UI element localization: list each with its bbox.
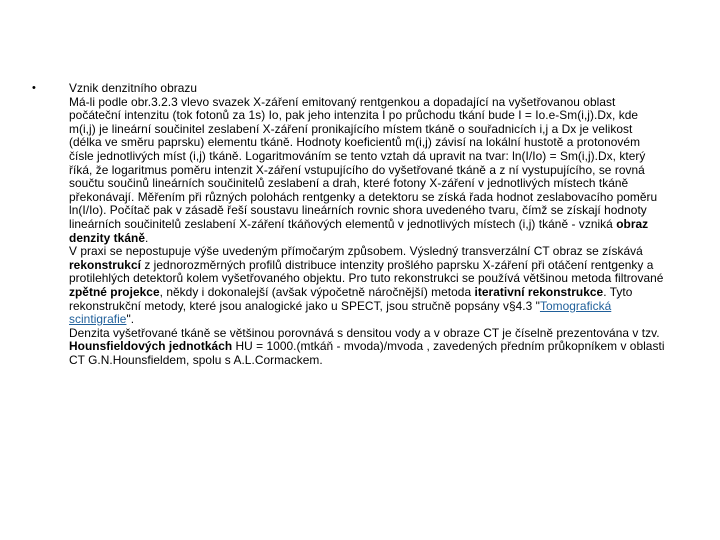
bold-term-zpetne-projekce: zpětné projekce [69, 284, 160, 299]
text-run: , někdy i dokonalejší (avšak výpočetně náročnější) metoda [159, 284, 475, 299]
text-run: . Tyto rekonstrukční metody, které jsou analogické jako u SPECT, jsou stručně popsány v§4.3 " [69, 284, 633, 313]
text-run: V praxi se nepostupuje výše uvedeným přímočarým způsobem. Výsledný transverzální CT obraz se získává [69, 244, 643, 259]
heading: Vznik denzitního obrazu [69, 81, 198, 95]
text-run: Má-li podle obr.3.2.3 vlevo svazek X-záření emitovaný rentgenkou a dopadající na vyšetřovanou oblast počáteční intenzitu (tok fotonů za 1s) Io, pak jeho intenzita I po průchodu tkání bude I = Io.e-Sm(i,j).Dx, kde m(i,j) je lineární součinitel zeslabení X-záření pronikajícího místem tkáně o souřadnicích i,j a Dx je velikost (délka ve směru paprsku) elementu tkáně. Hodnoty koeficientů m(i,j) závisí na lokální hustotě a protonovém čísle jednotlivých míst (i,j) tkáně. Logaritmováním se tento vztah dá upravit na tvar: ln(I/Io) = Sm(i,j).Dx, který říká, že logaritmus poměru intenzit X-záření vstupujícího do vyšetřované tkáně a z ní vystupujícího, se rovná součtu součinů lineárních součinitelů zeslabení a drah, které fotony X-záření v jednotlivých místech tkáně překonávají. Měřením při různých polohách rentgenky a detektoru se získá řada hodnot zeslabovacího poměru ln(I/Io). Počítač pak v zásadě řeší soustavu lineárních rovnic shora uvedeného tvaru, čímž se získají hodnoty lineárních součinitelů zeslabení X-záření tkáňových elementů v jednotlivých místech (i,j) tkáně - vzniká [69, 94, 658, 231]
bold-term-iterativni-rekonstrukce: iterativní rekonstrukce [474, 284, 604, 299]
text-run: . [144, 230, 149, 245]
paragraph-denzita [69, 96, 665, 246]
bullet-marker: • [32, 82, 36, 94]
bold-term-hounsfieldovych-jednotkach: Hounsfieldových jednotkách [69, 339, 233, 354]
bold-term-rekonstrukci: rekonstrukcí [69, 257, 141, 272]
text-run: HU = 1000.(mtkáň - mvoda)/mvoda , zavedených předním průkopníkem v oblasti CT G.N.Hounsfieldem, spolu s A.L.Cormackem. [69, 339, 665, 367]
text-run: Denzita vyšetřované tkáně se většinou porovnává s densitou vody a v obraze CT je číselně prezentována v tzv. [69, 325, 660, 340]
text-run: z jednorozměrných profilů distribuce intenzity prošlého paprsku X-záření při otáčení rentgenky a protilehlých detektorů kolem vyšetřovaného objektu. Pro tuto rekonstrukci se používá většinou metoda filtrované [69, 257, 664, 286]
paragraph-hounsfield [69, 327, 665, 368]
text-body [69, 82, 665, 367]
paragraph-rekonstrukce [69, 245, 665, 327]
bold-term-obraz-denzity: obraz denzity tkáně [69, 216, 649, 245]
text-run: ". [126, 312, 135, 327]
link-tomograficka-scintigrafie[interactable]: Tomografická scintigrafie [69, 298, 612, 327]
